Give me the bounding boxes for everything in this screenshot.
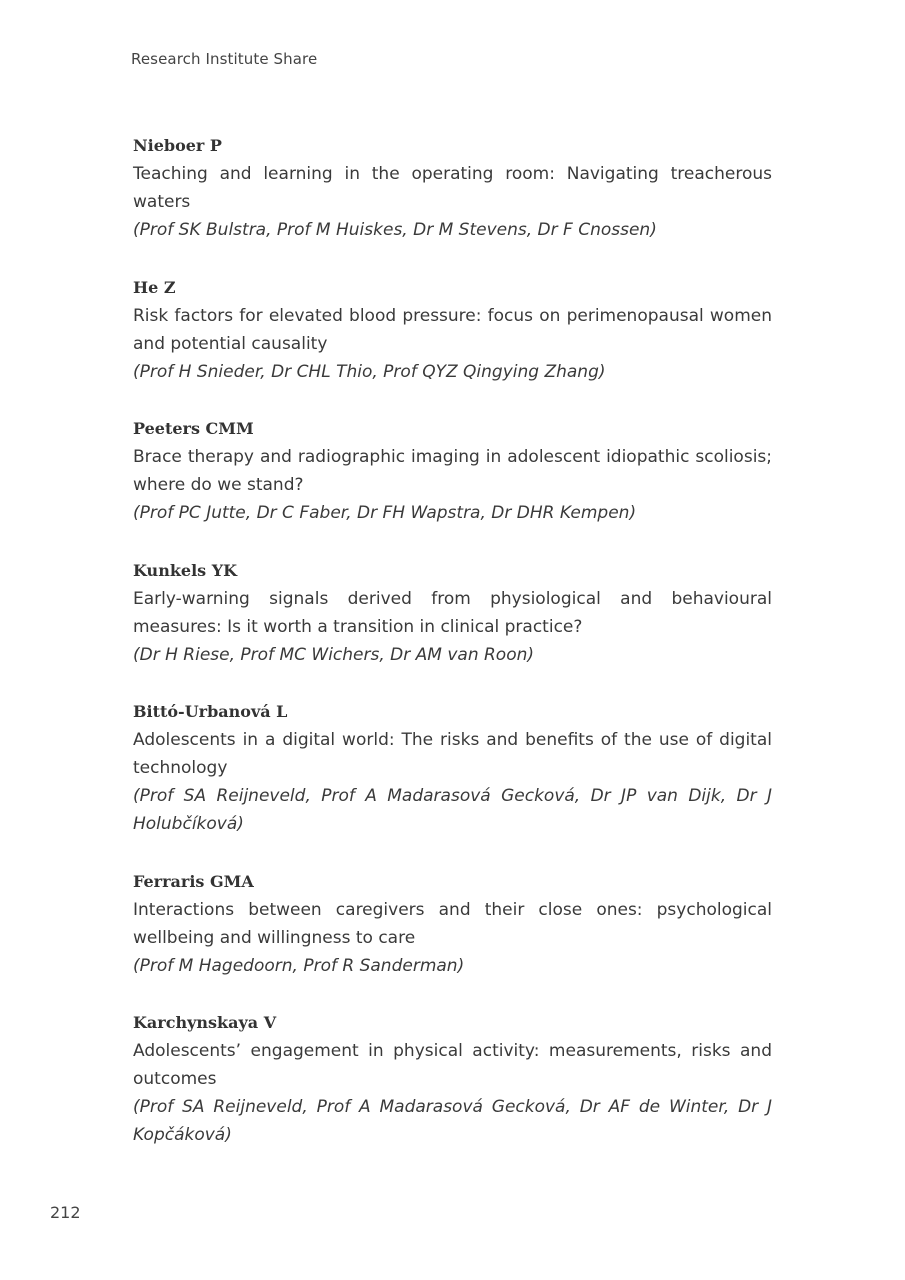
running-header: Research Institute Share — [131, 50, 318, 68]
author-name: Bittó-Urbanová L — [133, 702, 288, 721]
author-name: Karchynskaya V — [133, 1013, 277, 1032]
supervisors: (Dr H Riese, Prof MC Wichers, Dr AM van Roon) — [133, 644, 535, 665]
supervisors: (Prof H Snieder, Dr CHL Thio, Prof QYZ Qingying Zhang) — [133, 361, 606, 382]
author-name: Kunkels YK — [133, 560, 238, 580]
thesis-title: Interactions between caregivers and their close ones: psychological wellbeing and willingness to care — [133, 899, 772, 948]
supervisors: (Prof SA Reijneveld, Prof A Madarasová Gecková, Dr JP van Dijk, Dr J Holubčíková) — [133, 786, 772, 834]
thesis-title: Adolescents in a digital world: The risks and benefits of the use of digital technology — [133, 730, 772, 778]
author-name: Nieboer P — [133, 136, 222, 155]
dissertation-entry — [133, 557, 772, 699]
dissertation-entry — [133, 274, 772, 416]
supervisors: (Prof PC Jutte, Dr C Faber, Dr FH Wapstra, Dr DHR Kempen) — [133, 503, 637, 523]
thesis-title: Early-warning signals derived from physiological and behavioural measures: Is it worth a transition in clinical practice? — [133, 588, 772, 637]
dissertation-entry — [133, 1009, 772, 1179]
page-number: 212 — [50, 1203, 81, 1222]
dissertation-list — [133, 132, 772, 1179]
supervisors: (Prof M Hagedoorn, Prof R Sanderman) — [133, 955, 465, 976]
dissertation-entry — [133, 698, 772, 868]
thesis-title: Adolescents’ engagement in physical activity: measurements, risks and outcomes — [133, 1041, 772, 1089]
dissertation-entry — [133, 415, 772, 557]
thesis-title: Brace therapy and radiographic imaging in adolescent idiopathic scoliosis; where do we stand? — [133, 447, 772, 495]
author-name: Ferraris GMA — [133, 871, 254, 891]
thesis-title: Risk factors for elevated blood pressure: focus on perimenopausal women and potential causality — [133, 305, 772, 354]
supervisors: (Prof SK Bulstra, Prof M Huiskes, Dr M Stevens, Dr F Cnossen) — [133, 220, 657, 240]
supervisors: (Prof SA Reijneveld, Prof A Madarasová Gecková, Dr AF de Winter, Dr J Kopčáková) — [133, 1097, 772, 1145]
thesis-title: Teaching and learning in the operating room: Navigating treacherous waters — [133, 164, 772, 212]
dissertation-entry — [133, 132, 772, 274]
dissertation-entry — [133, 868, 772, 1010]
author-name: Peeters CMM — [133, 419, 254, 438]
author-name: He Z — [133, 277, 176, 297]
